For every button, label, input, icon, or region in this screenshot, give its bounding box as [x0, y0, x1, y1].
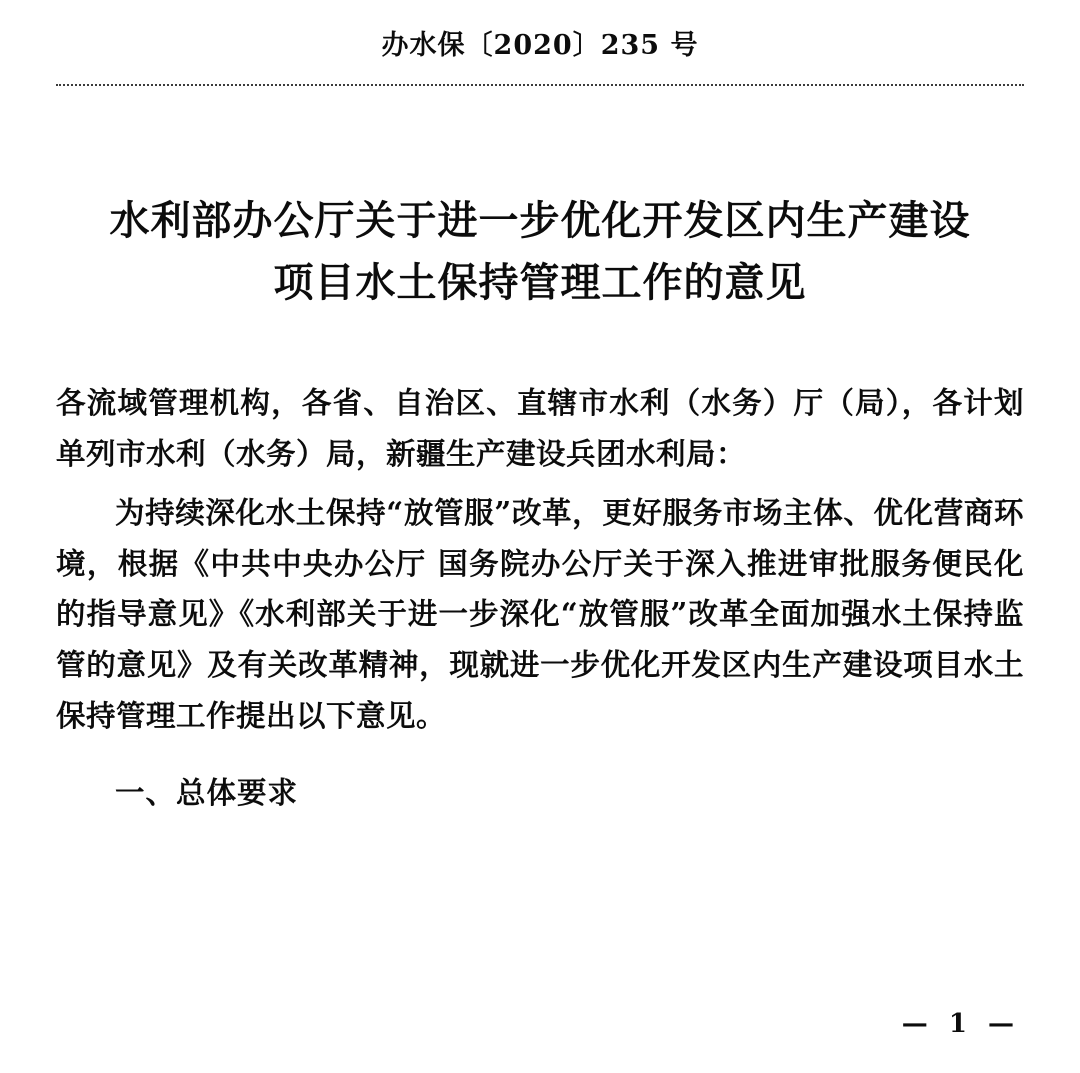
section-heading-overall-requirements: 一、总体要求: [115, 774, 299, 810]
document-number: 办水保〔2020〕235 号: [381, 30, 699, 61]
paragraph-addressees: 各流域管理机构，各省、自治区、直辖市水利（水务）厅（局），各计划单列市水利（水务）局，新疆生产建设兵团水利局：: [56, 385, 1024, 472]
document-body: [56, 378, 1024, 818]
paragraph-preamble: 为持续深化水土保持“放管服”改革，更好服务市场主体、优化营商环境，根据《中共中央办公厅 国务院办公厅关于深入推进审批服务便民化的指导意见》《水利部关于进一步深化“放管服”改革全面加强水土保持监管的意见》及有关改革精神，现就进一步优化开发区内生产建设项目水土保持管理工作提出以下意见。: [56, 494, 1024, 733]
document-title: [56, 190, 1024, 314]
document-title-line-2: 项目水土保持管理工作的意见: [273, 259, 807, 307]
document-title-line-1: 水利部办公厅关于进一步优化开发区内生产建设: [109, 197, 971, 245]
page-number: — 1 —: [901, 1009, 1020, 1039]
header-divider: [56, 84, 1024, 86]
